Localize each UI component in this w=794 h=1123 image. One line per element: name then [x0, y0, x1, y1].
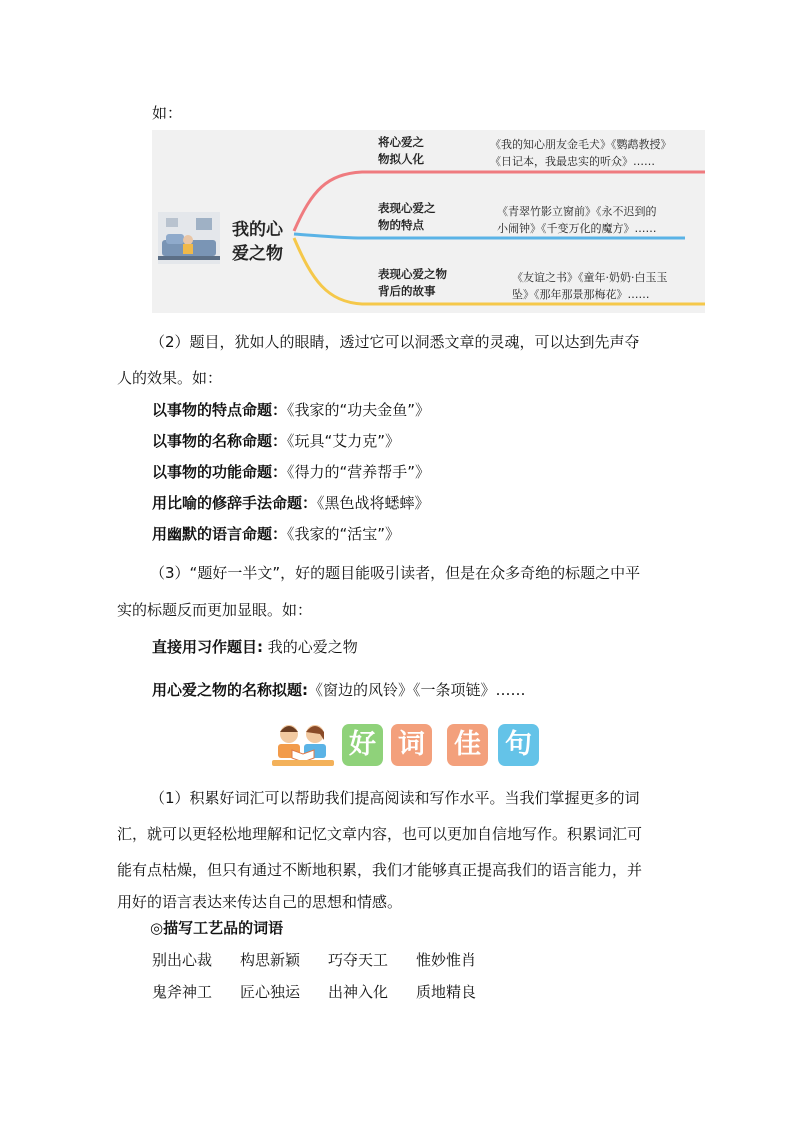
branch-1-example-line-2: 《日记本，我最忠实的听众》…… [490, 155, 655, 168]
mind-map [152, 130, 705, 313]
branch-1-title-line-1: 将心爱之 [378, 135, 424, 149]
word-1-4: 惟妙惟肖 [416, 951, 477, 969]
word-2-2: 匠心独运 [240, 983, 301, 1001]
branch-2-title-line-1: 表现心爱之 [378, 201, 436, 215]
naming-label-1: 以事物的特点命题： [152, 401, 288, 419]
para3-line-2: 实的标题反而更加显眼。如： [117, 601, 313, 619]
naming-label-2: 以事物的名称命题： [152, 432, 288, 450]
center-line-2: 爱之物 [232, 244, 283, 264]
direct-title-label: 直接用习作题目: [152, 638, 263, 656]
para4-line-3: 能有点枯燥，但只有通过不断地积累，我们才能够真正提高我们的语言能力，并 [117, 861, 643, 879]
word-1-3: 巧夺天工 [328, 951, 389, 969]
naming-item-5 [152, 524, 400, 544]
branch-3-examples [512, 269, 668, 303]
para4-line-2: 汇，就可以更轻松地理解和记忆文章内容，也可以更加自信地写作。积累词汇可 [117, 825, 643, 843]
branch-3-title-line-1: 表现心爱之物 [378, 267, 447, 281]
para2-line-1: （2）题目，犹如人的眼睛，透过它可以洞悉文章的灵魂，可以达到先声夺 [150, 333, 640, 351]
para2-line-2: 人的效果。如： [117, 369, 223, 387]
word-2-4: 质地精良 [416, 983, 477, 1001]
word-2-1: 鬼斧神工 [152, 983, 213, 1001]
branch-3-title-line-2: 背后的故事 [378, 284, 436, 298]
branch-3-example-line-1: 《友谊之书》《童年·奶奶·白玉玉 [512, 271, 668, 284]
reading-children-icon [270, 720, 336, 768]
reading-children-illustration [270, 720, 336, 768]
branch-1-title [378, 134, 424, 168]
branch-3-title [378, 266, 447, 300]
naming-item-2 [152, 431, 400, 451]
branch-2-title-line-2: 物的特点 [378, 218, 424, 232]
banner-tile-1 [342, 724, 383, 766]
para3-line-1: （3）“题好一半文”，好的题目能吸引读者，但是在众多奇绝的标题之中平 [150, 564, 641, 582]
word-1-2: 构思新颖 [240, 951, 301, 969]
naming-value-3: 《得力的“营养帮手”》 [287, 463, 431, 481]
naming-item-4 [152, 493, 430, 513]
banner-char-2: 词 [398, 729, 425, 760]
intro-text: 如： [152, 104, 183, 122]
banner-tile-4 [498, 724, 539, 766]
branch-2-examples [497, 203, 657, 237]
branch-1-example-line-1: 《我的知心朋友金毛犬》《鹦鹉教授》 [490, 138, 672, 151]
section-title: ◎描写工艺品的词语 [150, 919, 284, 937]
direct-title-line [152, 637, 358, 657]
named-title-value: 《窗边的风铃》《一条项链》…… [308, 681, 526, 699]
naming-item-1 [152, 400, 430, 420]
naming-value-1: 《我家的“功夫金鱼”》 [287, 401, 431, 419]
branch-2-title [378, 200, 436, 234]
banner-char-1: 好 [349, 729, 376, 760]
mind-map-center [232, 218, 283, 266]
branch-3-example-line-2: 坠》《那年那景那梅花》…… [512, 288, 650, 301]
naming-label-5: 用幽默的语言命题： [152, 525, 288, 543]
named-title-line [152, 680, 526, 700]
word-2-3: 出神入化 [328, 983, 389, 1001]
direct-title-value: 我的心爱之物 [263, 638, 358, 656]
banner-tile-2 [391, 724, 432, 766]
banner-tile-3 [447, 724, 488, 766]
named-title-label: 用心爱之物的名称拟题: [152, 681, 308, 699]
naming-value-2: 《玩具“艾力克”》 [287, 432, 401, 450]
para4-line-4: 用好的语言表达来传达自己的思想和情感。 [117, 893, 403, 911]
living-room-illustration [158, 212, 220, 264]
center-line-1: 我的心 [232, 220, 283, 240]
naming-value-5: 《我家的“活宝”》 [287, 525, 401, 543]
banner-char-4: 句 [505, 729, 532, 760]
branch-2-example-line-2: 小闹钟》《千变万化的魔方》…… [497, 222, 657, 235]
banner-char-3: 佳 [454, 729, 481, 760]
naming-item-3 [152, 462, 430, 482]
naming-label-4: 用比喻的修辞手法命题： [152, 494, 318, 512]
branch-2-example-line-1: 《青翠竹影立窗前》《永不迟到的 [497, 205, 657, 218]
naming-value-4: 《黑色战将蟋蟀》 [317, 494, 430, 512]
para4-line-1: （1）积累好词汇可以帮助我们提高阅读和写作水平。当我们掌握更多的词 [150, 789, 640, 807]
branch-1-title-line-2: 物拟人化 [378, 152, 424, 166]
naming-label-3: 以事物的功能命题： [152, 463, 288, 481]
branch-1-examples [490, 136, 672, 170]
word-1-1: 别出心裁 [152, 951, 213, 969]
